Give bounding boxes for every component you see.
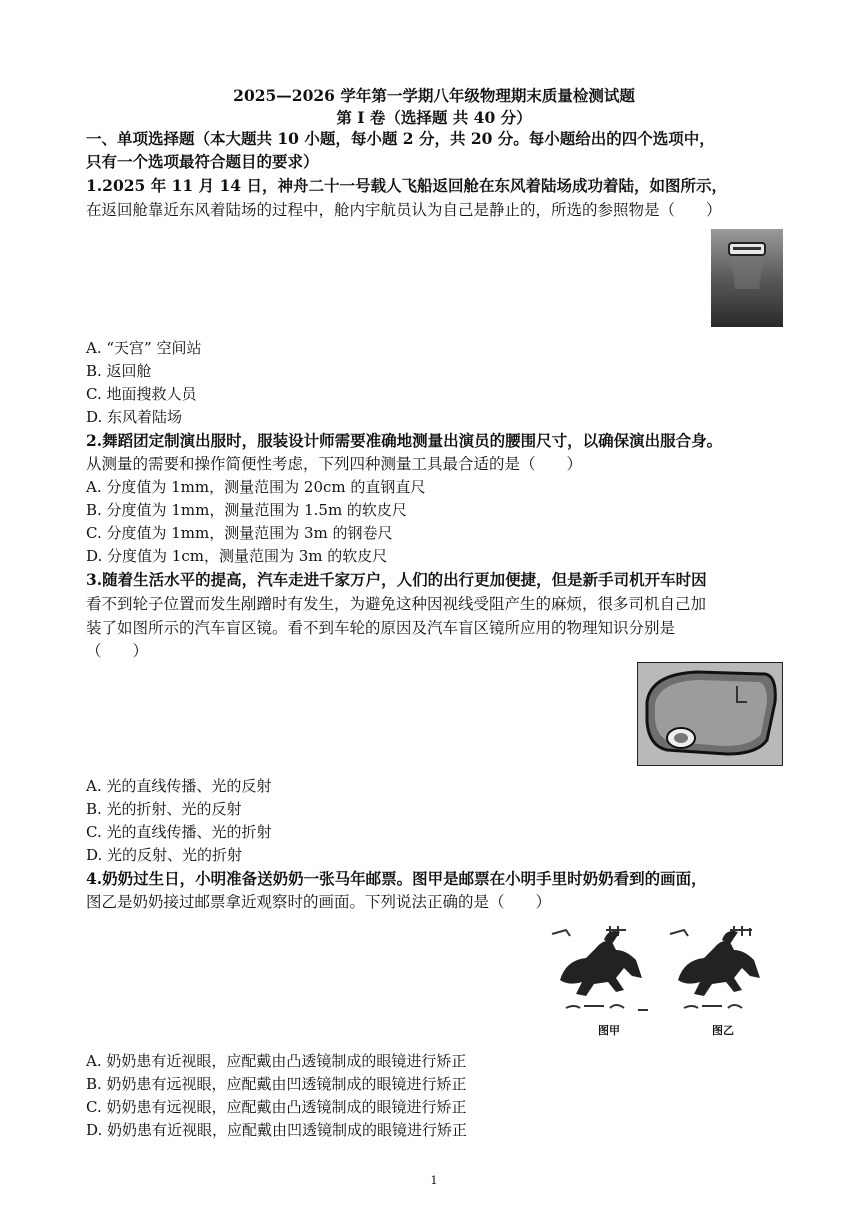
q3-option-a: A. 光的直线传播、光的反射 [86,777,272,795]
section-heading-line2: 只有一个选项最符合题目的要求） [86,152,319,171]
q4-stem-line2: 图乙是奶奶接过邮票拿近观察时的画面。下列说法正确的是（ ） [86,893,552,911]
stamp-figure-a [546,920,656,1016]
q1-stem-line2: 在返回舱靠近东风着陆场的过程中，舱内宇航员认为自己是静止的，所选的参照物是（ ） [86,201,722,219]
q2-option-c: C. 分度值为 1mm，测量范围为 3m 的钢卷尺 [86,524,393,542]
q4-option-b: B. 奶奶患有远视眼，应配戴由凹透镜制成的眼镜进行矫正 [86,1075,467,1093]
q4-stem-line1: 4.奶奶过生日，小明准备送奶奶一张马年邮票。图甲是邮票在小明手里时奶奶看到的画面， [86,869,707,888]
page-number: 1 [430,1174,438,1187]
q3-option-c: C. 光的直线传播、光的折射 [86,823,272,841]
q3-stem-line4: （ ） [86,642,149,660]
q2-option-d: D. 分度值为 1cm，测量范围为 3m 的软皮尺 [86,547,388,565]
q3-stem-line2: 看不到轮子位置而发生剐蹭时有发生，为避免这种因视线受阻产生的麻烦，很多司机自己加 [86,595,707,613]
exam-subtitle: 第 Ⅰ 卷（选择题 共 40 分） [336,108,532,127]
stamp-figure-b [664,920,774,1016]
q3-stem-line3: 装了如图所示的汽车盲区镜。看不到车轮的原因及汽车盲区镜所应用的物理知识分别是 [86,619,676,637]
capsule-photo [711,229,783,327]
blind-spot-mirror-photo [637,662,783,766]
q1-stem-line1: 1.2025 年 11 月 14 日，神舟二十一号载人飞船返回舱在东风着陆场成功着陆，如图所示， [86,176,727,195]
q4-option-a: A. 奶奶患有近视眼，应配戴由凸透镜制成的眼镜进行矫正 [86,1052,467,1070]
caption-figure-b: 图乙 [712,1024,734,1037]
q3-stem-line1: 3.随着生活水平的提高，汽车走进千家万户，人们的出行更加便捷，但是新手司机开车时因 [86,570,707,589]
q2-stem-line2: 从测量的需要和操作简便性考虑，下列四种测量工具最合适的是（ ） [86,455,583,473]
q2-option-a: A. 分度值为 1mm，测量范围为 20cm 的直钢直尺 [86,478,426,496]
q1-option-d: D. 东风着陆场 [86,408,183,426]
q1-option-b: B. 返回舱 [86,362,152,380]
q3-option-b: B. 光的折射、光的反射 [86,800,242,818]
q1-option-a: A. “天宫” 空间站 [86,339,202,357]
q4-option-d: D. 奶奶患有近视眼，应配戴由凹透镜制成的眼镜进行矫正 [86,1121,468,1139]
exam-title: 2025—2026 学年第一学期八年级物理期末质量检测试题 [233,86,635,105]
q1-option-c: C. 地面搜救人员 [86,385,197,403]
caption-figure-a: 图甲 [598,1024,620,1037]
q2-stem-line1: 2.舞蹈团定制演出服时，服装设计师需要准确地测量出演员的腰围尺寸，以确保演出服合身。 [86,431,723,450]
q2-option-b: B. 分度值为 1mm，测量范围为 1.5m 的软皮尺 [86,501,407,519]
section-heading-line1: 一、单项选择题（本大题共 10 小题，每小题 2 分，共 20 分。每小题给出的四个选项中， [86,129,715,148]
q4-option-c: C. 奶奶患有远视眼，应配戴由凸透镜制成的眼镜进行矫正 [86,1098,467,1116]
q3-option-d: D. 光的反射、光的折射 [86,846,243,864]
